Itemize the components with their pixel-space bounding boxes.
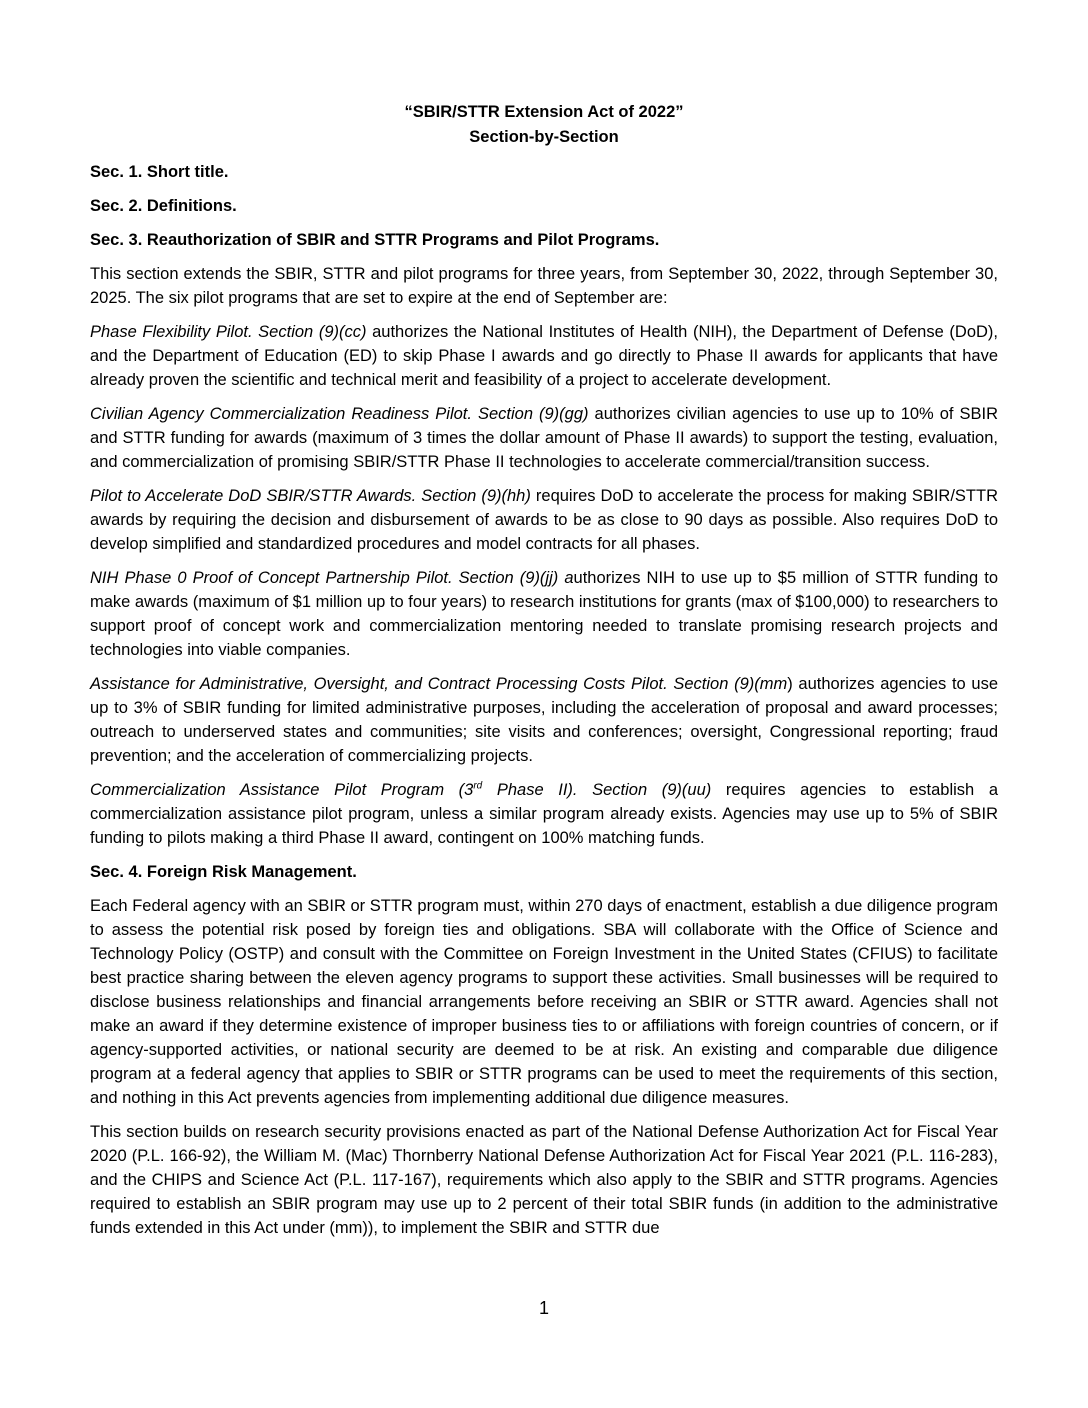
- pilot-name-part-1: Commercialization Assistance Pilot Program (3: [90, 781, 474, 799]
- section-4-paragraph-1: Each Federal agency with an SBIR or STTR program must, within 270 days of enactment, establish a due diligence program to assess the potential risk posed by foreign ties and obligations. SBA will collaborate with the Office of Science and Technology Policy (OSTP) and consult with the Committee on Foreign Investment in the United States (CFIUS) to facilitate best practice sharing between the eleven agency programs to support these activities. Small businesses will be required to disclose business relationships and financial arrangements before receiving an SBIR or STTR award. Agencies shall not make an award if they determine existence of improper business ties to or affiliations with foreign countries of concern, or if agency-supported activities, or national security are deemed to be at risk. An existing and comparable due diligence program at a federal agency that applies to SBIR or STTR programs can be used to meet the requirements of this section, and nothing in this Act prevents agencies from implementing additional due diligence measures.: [90, 897, 998, 1107]
- page-number: 1: [538, 1298, 549, 1318]
- section-1-heading: Sec. 1. Short title.: [90, 163, 229, 181]
- pilot-name: Civilian Agency Commercialization Readiness Pilot. Section (9)(gg): [90, 405, 589, 423]
- pilot-text: requires agencies to establish a commercialization assistance pilot program, unless a similar program already exists. Agencies may use up to 5% of SBIR funding to pilots making a third Phase II award, contingent on 100% matching funds.: [90, 781, 998, 847]
- title-line-1: “SBIR/STTR Extension Act of 2022”: [404, 103, 684, 121]
- pilot-name: NIH Phase 0 Proof of Concept Partnership Pilot. Section (9)(jj) a: [90, 569, 574, 587]
- pilot-commercialization-assistance: [90, 778, 998, 850]
- pilot-text: authorizes civilian agencies to use up to 10% of SBIR and STTR funding for awards (maximum of 3 times the dollar amount of Phase II awards) to support the testing, evaluation, and commercialization of promising SBIR/STTR Phase II technologies to accelerate commercial/transition success.: [90, 405, 998, 471]
- pilot-phase-flexibility: [90, 320, 998, 392]
- pilot-text: uthorizes NIH to use up to $5 million of STTR funding to make awards (maximum of $1 million up to four years) to research institutions for grants (max of $100,000) to researchers to support proof of concept work and commercialization mentoring needed to translate promising research projects and technologies into viable companies.: [90, 569, 998, 659]
- pilot-name: [90, 781, 711, 799]
- section-4-paragraph-2: This section builds on research security provisions enacted as part of the National Defense Authorization Act for Fiscal Year 2020 (P.L. 166-92), the William M. (Mac) Thornberry National Defense Authorization Act for Fiscal Year 2021 (P.L. 116-283), and the CHIPS and Science Act (P.L. 117-167), requirements which also apply to the SBIR and STTR programs. Agencies required to establish an SBIR program may use up to 2 percent of their total SBIR funds (in addition to the administrative funds extended in this Act under (mm)), to implement the SBIR and STTR due: [90, 1123, 998, 1237]
- pilot-dod-accelerate: [90, 484, 998, 556]
- document-title: [90, 100, 998, 150]
- document-page: [90, 100, 998, 1250]
- title-line-2: Section-by-Section: [469, 128, 619, 146]
- pilot-name: Phase Flexibility Pilot. Section (9)(cc): [90, 323, 367, 341]
- pilot-nih-phase-0: [90, 566, 998, 662]
- section-2-heading: Sec. 2. Definitions.: [90, 197, 237, 215]
- pilot-name-part-2: Phase II). Section (9)(uu): [482, 781, 712, 799]
- pilot-name: Pilot to Accelerate DoD SBIR/STTR Awards. Section (9)(hh): [90, 487, 531, 505]
- ordinal-suffix: rd: [473, 780, 483, 792]
- pilot-name: Assistance for Administrative, Oversight, and Contract Processing Costs Pilot. Section (9)(mm: [90, 675, 788, 693]
- pilot-administrative-assistance: [90, 672, 998, 768]
- section-3-heading: Sec. 3. Reauthorization of SBIR and STTR Programs and Pilot Programs.: [90, 231, 660, 249]
- pilot-civilian-commercialization: [90, 402, 998, 474]
- pilot-text: ) authorizes agencies to use up to 3% of SBIR funding for limited administrative purposes, including the acceleration of proposal and award processes; outreach to underserved states and communities; site visits and conferences; oversight, Congressional reporting; fraud prevention; and the acceleration of commercializing projects.: [90, 675, 999, 765]
- pilot-text: requires DoD to accelerate the process for making SBIR/STTR awards by requiring the decision and disbursement of awards to be as close to 90 days as possible. Also requires DoD to develop simplified and standardized procedures and model contracts for all phases.: [90, 487, 998, 553]
- pilot-text: authorizes the National Institutes of Health (NIH), the Department of Defense (DoD), and the Department of Education (ED) to skip Phase I awards and go directly to Phase II awards for applicants that have already proven the scientific and technical merit and feasibility of a project to accelerate development.: [90, 323, 998, 389]
- section-3-intro: This section extends the SBIR, STTR and pilot programs for three years, from September 30, 2022, through September 30, 2025. The six pilot programs that are set to expire at the end of September are:: [90, 265, 998, 307]
- section-4-heading: Sec. 4. Foreign Risk Management.: [90, 863, 357, 881]
